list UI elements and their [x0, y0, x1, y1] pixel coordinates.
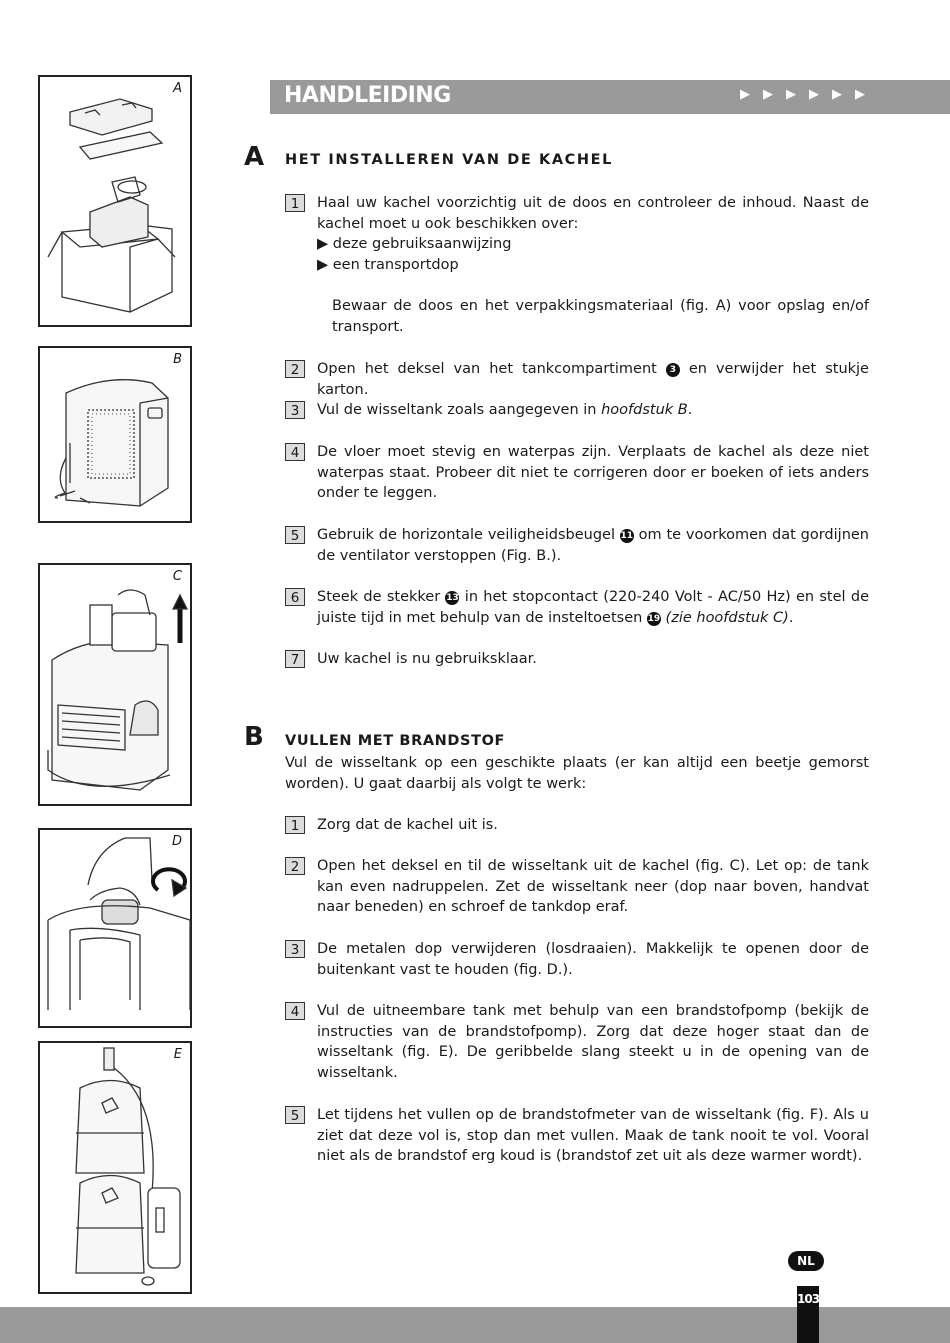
step-b1-text: Zorg dat de kachel uit is.: [317, 817, 498, 833]
step-a6-text-pre: Steek de stekker: [317, 589, 446, 605]
ref-19-icon: 19: [647, 613, 661, 624]
figure-a-illustration: [40, 77, 194, 329]
step-a6-text-italic: (zie hoofdstuk C): [660, 609, 789, 626]
step-a7-text: Uw kachel is nu gebruiksklaar.: [317, 651, 537, 667]
step-a5-text-post: om te voorkomen dat gordijnen de ventilator verstoppen (Fig. B.).: [317, 527, 869, 564]
step-a6-number: 6: [285, 588, 305, 606]
step-a2-text-pre: Open het deksel van het tankcompartiment: [317, 361, 666, 377]
header-arrows: ▶▶▶▶▶▶: [740, 87, 878, 102]
step-a1-bullet-1: ▶ deze gebruiksaanwijzing: [317, 236, 512, 252]
figure-c-illustration: [40, 565, 194, 808]
step-b2-number: 2: [285, 857, 305, 875]
page-number: 103: [797, 1292, 820, 1306]
figure-d-illustration: [40, 830, 194, 1030]
step-a3-text-post: .: [687, 402, 693, 418]
step-a5-text: [317, 525, 869, 566]
step-a4-number: 4: [285, 443, 305, 461]
figure-d: [38, 828, 192, 1028]
step-a1-number: 1: [285, 194, 305, 212]
language-badge: NL: [788, 1251, 824, 1271]
step-a5-text-pre: Gebruik de horizontale veiligheidsbeugel: [317, 527, 620, 543]
section-a-title: HET INSTALLEREN VAN DE KACHEL: [285, 152, 613, 168]
figure-a-label: A: [173, 81, 182, 96]
ref-11-icon: 11: [620, 531, 634, 541]
section-b-letter: B: [244, 722, 264, 752]
section-b-intro: Vul de wisseltank op een geschikte plaats (er kan altijd een beetje gemorst worden). U gaat daarbij als volgt te werk:: [285, 755, 869, 792]
step-a7-number: 7: [285, 650, 305, 668]
step-b1-number: 1: [285, 816, 305, 834]
figure-c: [38, 563, 192, 806]
step-b5-number: 5: [285, 1106, 305, 1124]
step-b4-number: 4: [285, 1002, 305, 1020]
figure-d-label: D: [171, 834, 182, 849]
section-b-title: VULLEN MET BRANDSTOF: [285, 733, 506, 749]
step-b3-number: 3: [285, 940, 305, 958]
step-b4-text: Vul de uitneembare tank met behulp van een brandstofpomp (bekijk de instructies van de brandstofpomp). Zorg dat deze hoger staat dan de wisseltank (fig. E). De geribbelde slang steekt u in de opening van de wisseltank.: [317, 1003, 869, 1082]
header-bar: [270, 80, 950, 114]
step-b3-text: De metalen dop verwijderen (losdraaien). Makkelijk te openen door de buitenkant vast te houden (fig. D.).: [317, 941, 869, 978]
step-b2-text: Open het deksel en til de wisseltank uit de kachel (fig. C). Let op: de tank kan even nadruppelen. Zet de wisseltank neer (dop naar boven, handvat naar beneden) en schroef de tankdop eraf.: [317, 858, 869, 916]
page-title: HANDLEIDING: [284, 83, 451, 108]
step-a3-text-pre: Vul de wisseltank zoals aangegeven in: [317, 402, 602, 418]
step-a2-text: [317, 359, 869, 400]
step-a3-number: 3: [285, 401, 305, 419]
ref-3-icon: 3: [666, 363, 680, 377]
figure-a: [38, 75, 192, 327]
step-a4-text: De vloer moet stevig en waterpas zijn. Verplaats de kachel als deze niet waterpas staat. Probeer dit niet te corrigeren door er boeken of iets anders onder te leggen.: [317, 444, 869, 502]
figure-e: [38, 1041, 192, 1294]
step-a2-text-post: en verwijder het stukje karton.: [317, 361, 869, 398]
figure-e-label: E: [173, 1047, 182, 1062]
step-a5-number: 5: [285, 526, 305, 544]
step-a1-note: Bewaar de doos en het verpakkingsmateriaal (fig. A) voor opslag en/of transport.: [332, 298, 869, 335]
figure-e-illustration: [40, 1043, 194, 1296]
ref-13-icon: 13: [446, 593, 459, 603]
step-b5-text: Let tijdens het vullen op de brandstofmeter van de wisseltank (fig. F). Als u ziet dat deze vol is, stop dan met vullen. Maak de tank nooit te vol. Vooral niet als de brandstof erg koud is (brandstof zet uit als deze warmer wordt).: [317, 1107, 869, 1165]
step-a1-text: Haal uw kachel voorzichtig uit de doos en controleer de inhoud. Naast de kachel moet u ook beschikken over:: [317, 195, 869, 232]
figure-b-label: B: [173, 352, 182, 367]
figure-b: [38, 346, 192, 523]
step-a6-text: [317, 587, 869, 628]
section-a-letter: A: [244, 142, 265, 172]
step-a2-number: 2: [285, 360, 305, 378]
step-a3-text-italic: hoofdstuk B: [601, 402, 688, 418]
step-a6-text-post: .: [788, 609, 794, 626]
step-a1-bullet-2: ▶ een transportdop: [317, 257, 459, 273]
step-a6-text-mid: in het stopcontact (220-240 Volt - AC/50 Hz) en stel de juiste tijd in met behulp van de insteltoetsen: [317, 589, 869, 626]
step-a3-text: [317, 400, 869, 421]
figure-c-label: C: [172, 569, 182, 584]
figure-b-illustration: [40, 348, 194, 525]
